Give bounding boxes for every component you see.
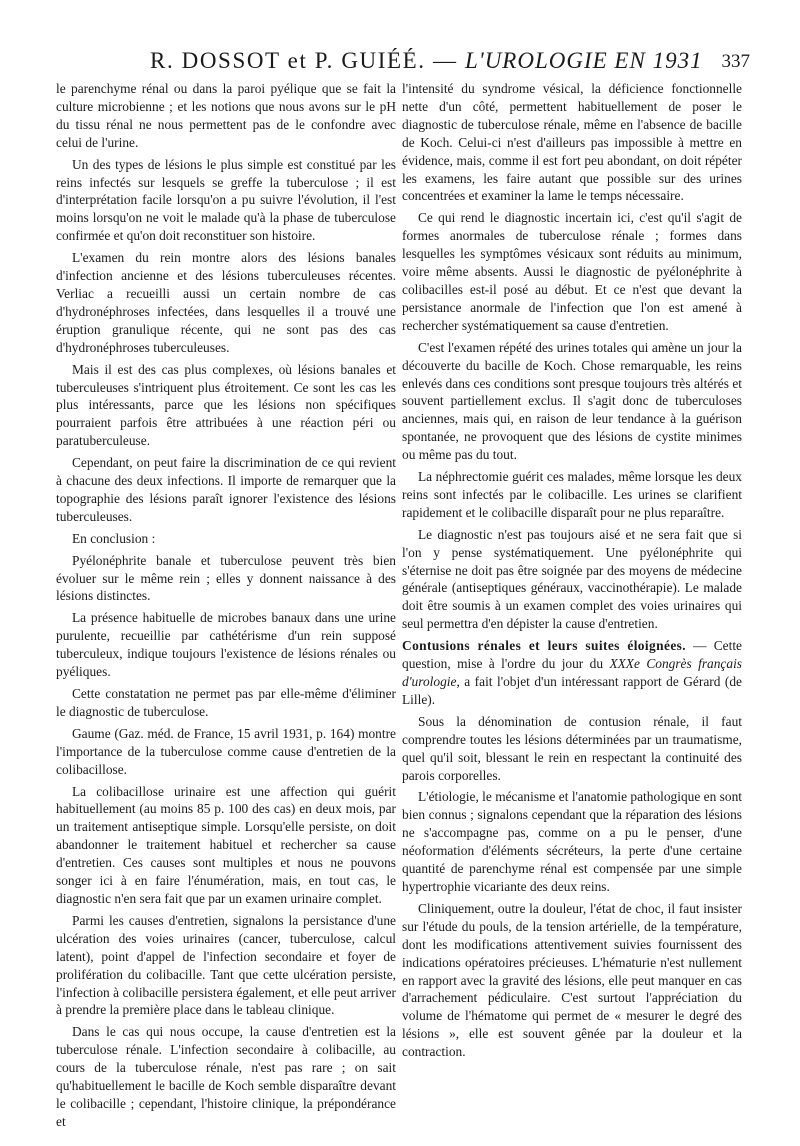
paragraph: La présence habituelle de microbes banaux dans une urine purulente, recueillie par cathétérisme d'un rein supposé tuberculeux, indique toujours l'existence de lésions rénales ou pyéliques. — [56, 610, 396, 680]
header-dash: — — [433, 48, 458, 73]
paragraph: Sous la dénomination de contusion rénale, il faut comprendre toutes les lésions déterminées par un traumatisme, quel qu'il soit, blessant le rein en respectant la continuité des parois corporelles. — [402, 713, 742, 783]
paragraph: Le diagnostic n'est pas toujours aisé et ne sera fait que si l'on y pense systématiquement. Une pyélonéphrite qui s'éternise ne doit pas être soignée par des moyens de médecine générale (antiseptiques généraux, vaccinothérapie). Le malade doit être soumis à un examen complet des voies urinaires qui seul permettra d'en dépister la cause d'entretien. — [402, 526, 742, 632]
paragraph: Cette constatation ne permet pas par elle-même d'éliminer le diagnostic de tuberculose. — [56, 686, 396, 719]
paragraph: Parmi les causes d'entretien, signalons la persistance d'une ulcération des voies urinaires (cancer, tuberculose, calcul latent), point d'appel de l'infection secondaire et foyer de prolifération du colibacille. Tant que cette ulcération persiste, l'infection à colibacille persistera également, et elle peut arriver à prendre la première place dans le tableau clinique. — [56, 912, 396, 1018]
section-heading: Contusions rénales et leurs suites éloignées. — [402, 638, 687, 654]
page-header — [150, 48, 750, 78]
paragraph: Dans le cas qui nous occupe, la cause d'entretien est la tuberculose rénale. L'infection secondaire à colibacille, au cours de la tuberculose rénale, n'est pas rare ; on sait qu'habituellement le bacille de Koch semble disparaître devant le colibacille ; cependant, l'histoire clinique, la prépondérance et — [56, 1024, 396, 1129]
paragraph: La colibacillose urinaire est une affection qui guérit habituellement (au moins 85 p. 100 des cas) en deux mois, par un traitement antiseptique simple. Lorsqu'elle persiste, on doit abandonner le traitement habituel et rechercher sa cause d'entretien. Ces causes sont multiples et nous ne pouvons songer ici à en faire l'énumération, mais, en tout cas, le diagnostic n'en sera fait que par un examen urinaire complet. — [56, 783, 396, 906]
running-header — [150, 48, 703, 74]
section-paragraph — [402, 637, 742, 709]
paragraph: La néphrectomie guérit ces malades, même lorsque les deux reins sont infectés par le colibacille. Les urines se clarifient rapidement et le colibacille disparaît pour ne plus reparaître. — [402, 469, 742, 520]
paragraph: Gaume (Gaz. méd. de France, 15 avril 1931, p. 164) montre l'importance de la tuberculose comme cause d'entretien de la colibacillose. — [56, 725, 396, 777]
paragraph: Ce qui rend le diagnostic incertain ici, c'est qu'il s'agit de formes anormales de tuberculose rénale ; formes dans lesquelles les symptômes vésicaux sont réduits au minimum, voire même absents. Aussi le diagnostic de pyélonéphrite à colibacilles est-il posé au début. Et ce n'est que devant la persistance anormale de l'infection que l'on est amené à rechercher systématiquement sa cause d'entretien. — [402, 210, 742, 333]
paragraph: L'examen du rein montre alors des lésions banales d'infection ancienne et des lésions tuberculeuses récentes. Verliac a recueilli aussi un certain nombre de cas d'hydronéphroses infectées, dans lesquelles il a trouvé une éruption granulique récente, qui ne sont pas des cas d'hydronéphroses tuberculeuses. — [56, 250, 396, 355]
paragraph: L'étiologie, le mécanisme et l'anatomie pathologique en sont bien connus ; signalons cependant que la réparation des lésions ne s'accompagne pas, comme on a pu le penser, d'une néoformation d'éléments sécréteurs, la perte d'une certaine quantité de parenchyme rénal est compensée par une simple hypertrophie vicariante des deux reins. — [402, 789, 742, 894]
right-column — [402, 80, 742, 1065]
paragraph: le parenchyme rénal ou dans la paroi pyélique que se fait la culture microbienne ; et les notions que nous avons sur le pH du tissu rénal ne nous permettent pas de le confondre avec celui de l'urine. — [56, 81, 396, 150]
paragraph: C'est l'examen répété des urines totales qui amène un jour la découverte du bacille de Koch. Chose remarquable, les reins enlevés dans ces conditions sont presque toujours très altérés et souvent partiellement exclus. Il s'agit donc de tuberculoses anciennes, mais qui, en raison de leur tendance à la guérison spontanée, ne provoquent que des lésions de cystite minimes ou même pas du tout. — [402, 339, 742, 463]
paragraph: Pyélonéphrite banale et tuberculose peuvent très bien évoluer sur le même rein ; elles y donnent naissance à des lésions distinctes. — [56, 552, 396, 604]
paragraph: Mais il est des cas plus complexes, où lésions banales et tuberculeuses s'intriquent plus étroitement. Ce sont les cas les plus intéressants, parce que les lésions non spécifiques pourraient parfois être attribuées à une réaction péri ou paratuberculeuse. — [56, 361, 396, 449]
paragraph: l'intensité du syndrome vésical, la déficience fonctionnelle nette d'un côté, permettent habituellement de poser le diagnostic de tuberculose rénale, même en l'absence de bacille de Koch. Celui-ci n'est d'ailleurs pas impossible à mettre en évidence, mais, comme il est fort peu abondant, on doit répéter les examens, les faire autant que possible sur des urines concentrées et examiner la lame le temps nécessaire. — [402, 81, 742, 204]
section-intro-a: — Cette question, mise à l'ordre du jour du — [402, 638, 742, 672]
paragraph: Un des types de lésions le plus simple est constitué par les reins infectés sur lesquels se greffe la tuberculose ; il est d'interprétation facile lorsqu'on a pu suivre l'évolution, il l'est moins lorsqu'on ne voit le malade qu'à la phase de tuberculose confirmée et qu'on doit reconstituer son histoire. — [56, 156, 396, 244]
paragraph: Cliniquement, outre la douleur, l'état de choc, il faut insister sur l'étude du pouls, de la tension artérielle, de la température, dont les modifications attentivement suivies fournissent des indications opératoires précieuses. L'hématurie n'est nullement en rapport avec la gravité des lésions, elle peut manquer en cas d'arrachement pédiculaire. C'est surtout l'appréciation du volume de l'hématome qui permet de « mesurer le degré des lésions », elle est souvent gênée par la douleur et la contraction. — [402, 900, 742, 1060]
paragraph: Cependant, on peut faire la discrimination de ce qui revient à chacune des deux infections. Il importe de remarquer que la topographie des lésions paraît ignorer l'existence des lésions tuberculeuses. — [56, 455, 396, 524]
left-column — [56, 80, 396, 1135]
running-title-authors: R. DOSSOT et P. GUIÉÉ. — [150, 48, 426, 73]
congress-title: XXXe Congrès français d'urologie — [402, 656, 742, 689]
paragraph: En conclusion : — [72, 530, 156, 546]
page-number: 337 — [721, 51, 750, 72]
section-intro-b: , a fait l'objet d'un intéressant rapport de Gérard (de Lille). — [402, 674, 742, 707]
running-title-section: L'UROLOGIE EN 1931 — [464, 48, 703, 73]
